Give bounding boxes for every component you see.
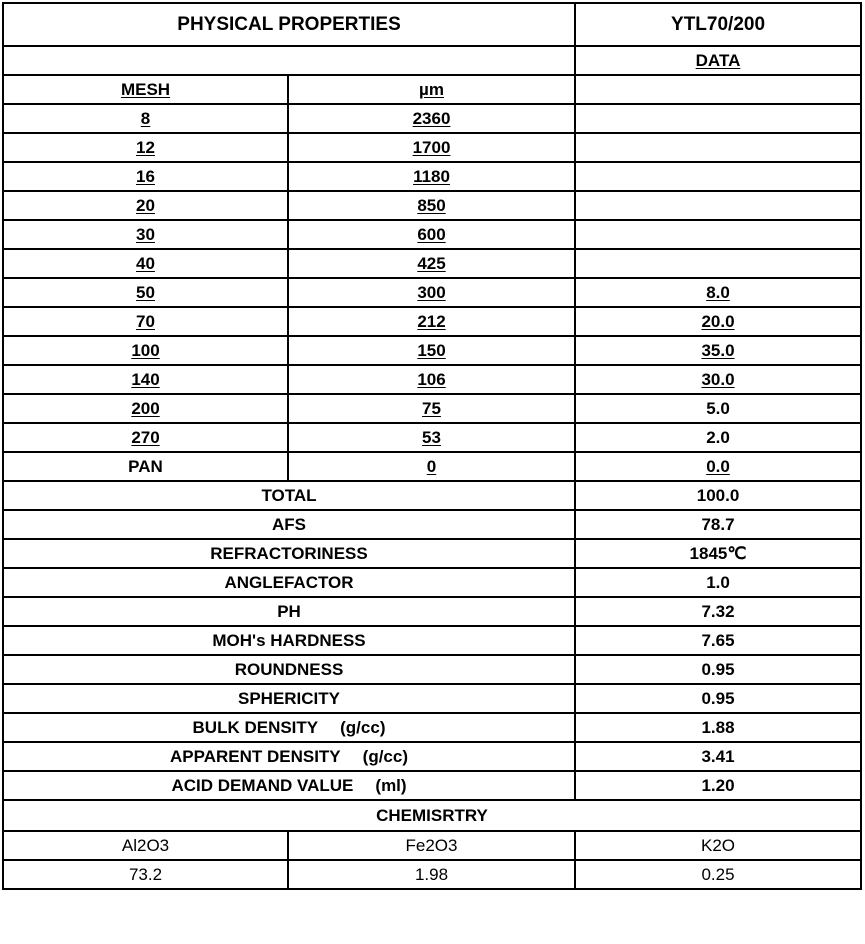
empty-cell xyxy=(575,75,861,104)
um-value: 150 xyxy=(288,336,575,365)
property-label-cell xyxy=(3,771,575,800)
property-unit: (ml) xyxy=(375,776,407,795)
data-value xyxy=(575,220,861,249)
property-value: 78.7 xyxy=(575,510,861,539)
property-row xyxy=(3,655,861,684)
property-label: MOH's HARDNESS xyxy=(212,631,366,650)
mesh-value: 270 xyxy=(3,423,288,452)
sieve-row xyxy=(3,394,861,423)
um-value: 2360 xyxy=(288,104,575,133)
property-label-cell xyxy=(3,742,575,771)
properties-sheet xyxy=(2,2,860,890)
mesh-value: 50 xyxy=(3,278,288,307)
mesh-column-header: MESH xyxy=(3,75,288,104)
data-value xyxy=(575,104,861,133)
um-value: 212 xyxy=(288,307,575,336)
sieve-header-row xyxy=(3,75,861,104)
property-label-cell xyxy=(3,713,575,742)
property-unit: (g/cc) xyxy=(340,718,386,737)
chemistry-header-row xyxy=(3,831,861,860)
property-row xyxy=(3,684,861,713)
property-value: 100.0 xyxy=(575,481,861,510)
data-value: 30.0 xyxy=(575,365,861,394)
sieve-row xyxy=(3,162,861,191)
property-row xyxy=(3,597,861,626)
sieve-row xyxy=(3,191,861,220)
chemistry-title-row xyxy=(3,800,861,831)
property-label: BULK DENSITY xyxy=(192,718,319,737)
property-row xyxy=(3,713,861,742)
um-value: 300 xyxy=(288,278,575,307)
sieve-row xyxy=(3,336,861,365)
property-label: ACID DEMAND VALUE xyxy=(171,776,354,795)
data-value: 5.0 xyxy=(575,394,861,423)
property-label: SPHERICITY xyxy=(237,689,341,708)
property-label-cell xyxy=(3,597,575,626)
sieve-row xyxy=(3,104,861,133)
property-label-cell xyxy=(3,481,575,510)
property-row xyxy=(3,539,861,568)
sieve-row xyxy=(3,452,861,481)
property-row xyxy=(3,742,861,771)
data-value xyxy=(575,191,861,220)
property-label: REFRACTORINESS xyxy=(210,544,368,563)
property-value: 7.65 xyxy=(575,626,861,655)
property-value: 1.88 xyxy=(575,713,861,742)
um-column-header: µm xyxy=(288,75,575,104)
property-label-cell xyxy=(3,539,575,568)
um-value: 850 xyxy=(288,191,575,220)
property-value: 1.20 xyxy=(575,771,861,800)
um-value: 1180 xyxy=(288,162,575,191)
data-value xyxy=(575,162,861,191)
data-value: 20.0 xyxy=(575,307,861,336)
header-row xyxy=(3,3,861,46)
property-label: AFS xyxy=(272,515,306,534)
chemistry-value: 1.98 xyxy=(288,860,575,889)
chemistry-header: Al2O3 xyxy=(3,831,288,860)
property-label-cell xyxy=(3,684,575,713)
chemistry-value: 73.2 xyxy=(3,860,288,889)
chemistry-header: Fe2O3 xyxy=(288,831,575,860)
property-label: ROUNDNESS xyxy=(234,660,344,679)
um-value: 600 xyxy=(288,220,575,249)
property-value: 1845℃ xyxy=(575,539,861,568)
chemistry-value-row xyxy=(3,860,861,889)
sieve-row xyxy=(3,220,861,249)
property-value: 0.95 xyxy=(575,684,861,713)
chemistry-value: 0.25 xyxy=(575,860,861,889)
property-value: 0.95 xyxy=(575,655,861,684)
sieve-row xyxy=(3,423,861,452)
um-value: 0 xyxy=(288,452,575,481)
chemistry-header: K2O xyxy=(575,831,861,860)
property-label: ANGLEFACTOR xyxy=(224,573,354,592)
data-value: 0.0 xyxy=(575,452,861,481)
mesh-value: 30 xyxy=(3,220,288,249)
product-name: YTL70/200 xyxy=(575,3,861,46)
property-label: PH xyxy=(277,602,301,621)
properties-table xyxy=(2,2,862,890)
table-title: PHYSICAL PROPERTIES xyxy=(3,3,575,46)
sieve-row xyxy=(3,133,861,162)
data-value: 2.0 xyxy=(575,423,861,452)
property-unit: (g/cc) xyxy=(362,747,408,766)
property-label-cell xyxy=(3,626,575,655)
mesh-value: 70 xyxy=(3,307,288,336)
data-column-label: DATA xyxy=(575,46,861,75)
sieve-row xyxy=(3,278,861,307)
property-row xyxy=(3,481,861,510)
mesh-value: 12 xyxy=(3,133,288,162)
data-value xyxy=(575,133,861,162)
property-row xyxy=(3,510,861,539)
chemistry-title: CHEMISRTRY xyxy=(3,800,861,831)
um-value: 1700 xyxy=(288,133,575,162)
property-row xyxy=(3,626,861,655)
mesh-value: 40 xyxy=(3,249,288,278)
data-value: 8.0 xyxy=(575,278,861,307)
properties-table-body xyxy=(3,3,861,889)
mesh-value: PAN xyxy=(3,452,288,481)
data-value xyxy=(575,249,861,278)
sieve-row xyxy=(3,307,861,336)
um-value: 425 xyxy=(288,249,575,278)
data-value: 35.0 xyxy=(575,336,861,365)
property-value: 7.32 xyxy=(575,597,861,626)
property-label: APPARENT DENSITY xyxy=(170,747,341,766)
um-value: 53 xyxy=(288,423,575,452)
property-row xyxy=(3,771,861,800)
um-value: 106 xyxy=(288,365,575,394)
mesh-value: 16 xyxy=(3,162,288,191)
mesh-value: 200 xyxy=(3,394,288,423)
property-row xyxy=(3,568,861,597)
property-label-cell xyxy=(3,510,575,539)
mesh-value: 140 xyxy=(3,365,288,394)
sieve-row xyxy=(3,365,861,394)
mesh-value: 20 xyxy=(3,191,288,220)
empty-cell xyxy=(3,46,575,75)
property-label: TOTAL xyxy=(261,486,317,505)
data-label-row xyxy=(3,46,861,75)
property-value: 3.41 xyxy=(575,742,861,771)
sieve-row xyxy=(3,249,861,278)
property-label-cell xyxy=(3,655,575,684)
mesh-value: 100 xyxy=(3,336,288,365)
um-value: 75 xyxy=(288,394,575,423)
mesh-value: 8 xyxy=(3,104,288,133)
property-value: 1.0 xyxy=(575,568,861,597)
property-label-cell xyxy=(3,568,575,597)
